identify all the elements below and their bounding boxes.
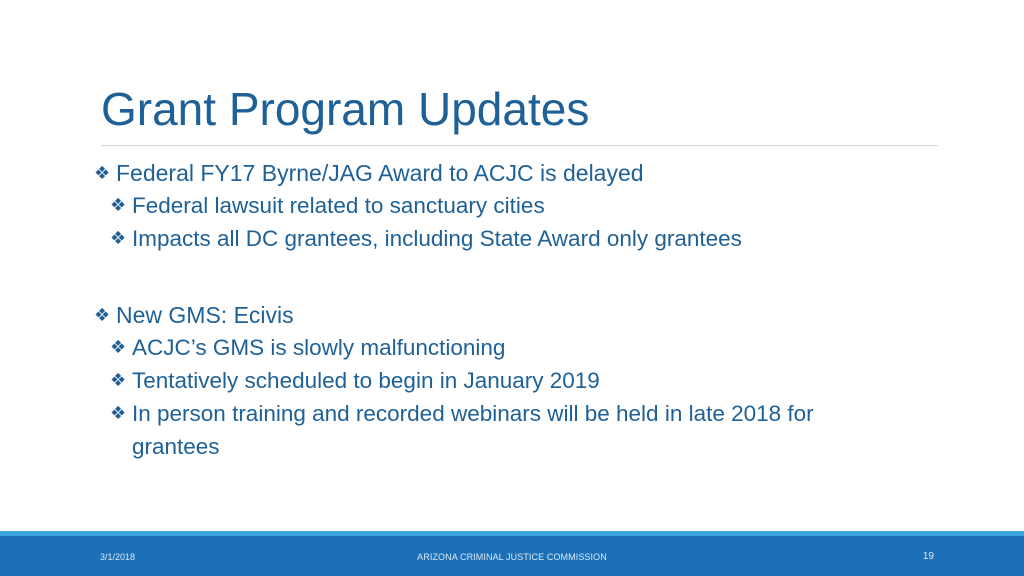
diamond-bullet-icon: ❖ (110, 195, 127, 215)
footer-date: 3/1/2018 (100, 552, 136, 562)
page-number: 19 (922, 551, 934, 562)
footer-organization: ARIZONA CRIMINAL JUSTICE COMMISSION (417, 552, 607, 562)
diamond-bullet-icon: ❖ (94, 305, 111, 325)
sub-bullet-text: grantees (132, 434, 220, 459)
bullet-list (92, 157, 922, 463)
bullet-text: Federal FY17 Byrne/JAG Award to ACJC is delayed (116, 160, 644, 186)
sub-bullet-text: Tentatively scheduled to begin in January 2019 (132, 368, 600, 393)
sub-bullet-item (92, 364, 922, 397)
diamond-bullet-icon: ❖ (94, 163, 111, 183)
diamond-bullet-icon: ❖ (110, 337, 127, 357)
bullet-item (92, 299, 922, 331)
sub-bullet-item (92, 222, 922, 255)
sub-bullet-item (92, 331, 922, 364)
diamond-bullet-icon: ❖ (110, 228, 127, 248)
sub-bullet-item (92, 189, 922, 222)
sub-bullet-text: In person training and recorded webinars will be held in late 2018 for (132, 401, 814, 426)
sub-bullet-text: ACJC’s GMS is slowly malfunctioning (132, 335, 506, 360)
title-divider (101, 145, 938, 146)
sub-bullet-continuation (92, 430, 922, 463)
bullet-item (92, 157, 922, 189)
bullet-text: New GMS: Ecivis (116, 302, 294, 328)
diamond-bullet-icon: ❖ (110, 370, 127, 390)
sub-bullet-item (92, 397, 922, 430)
spacer (92, 255, 922, 299)
sub-bullet-text: Federal lawsuit related to sanctuary cities (132, 193, 545, 218)
diamond-bullet-icon: ❖ (110, 403, 127, 423)
sub-bullet-text: Impacts all DC grantees, including State Award only grantees (132, 226, 742, 251)
slide-title: Grant Program Updates (101, 83, 590, 135)
